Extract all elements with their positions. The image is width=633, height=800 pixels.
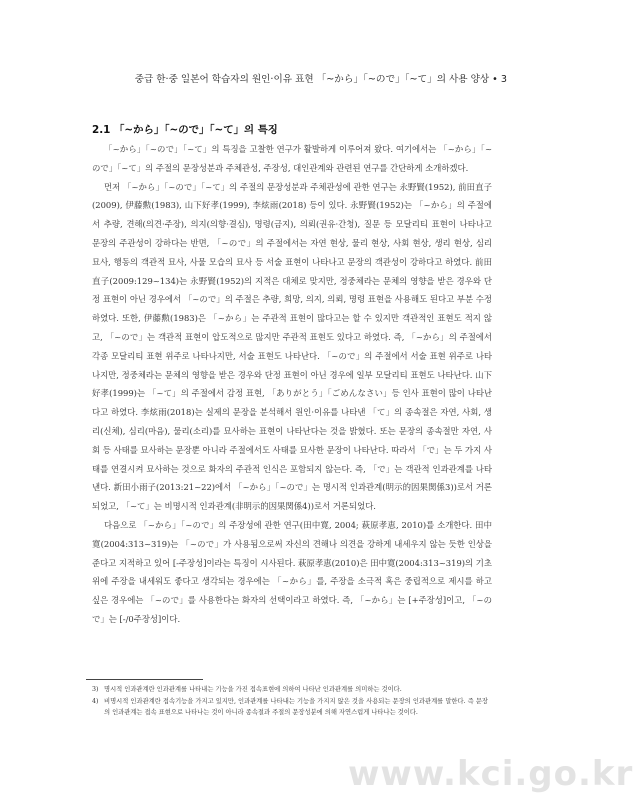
footnote-number: 4) xyxy=(92,697,99,705)
body-text xyxy=(92,140,492,629)
footnote-4 xyxy=(92,696,488,719)
paragraph-main: 먼저 「~から」「~ので」「~て」의 주절의 문장성분과 주체관성에 관한 연구는 永野賢(1952), 前田直子(2009), 伊藤勲(1983), 山下好孝(1999), 李炫雨(2018) 등이 있다. 永野賢(1952)는 「~から」의 주절에서 추량, 견해(의견·주장), 의지(의향·결심), 명령(금지), 의뢰(권유·간청), 질문 등 모달리티 표현이 나타나고 문장의 주관성이 강하다는 반면, 「~ので」의 주절에서는 자연 현상, 물리 현상, 사회 현상, 생리 현상, 심리 묘사, 행동의 객관적 묘사, 사물 모습의 묘사 등 서술 표현이 나타나고 문장의 객관성이 강하다고 하였다. 前田直子(2009:129~134)는 永野賢(1952)의 지적은 대체로 맞지만, 정중체라는 문체의 영향을 받은 경우와 단정 표현이 아닌 경우에서 「~ので」의 주절은 추량, 희망, 의지, 의뢰, 명령 표현을 사용해도 된다고 부분 수정하였다. 또한, 伊藤勲(1983)은 「~から」는 주관적 표현이 많다고는 할 수 있지만 객관적인 표현도 적지 않고, 「~ので」는 객관적 표현이 압도적으로 많지만 주관적 표현도 있다고 하였다. 즉, 「~から」의 주절에서 각종 모달리티 표현 위주로 나타나지만, 서술 표현도 나타난다. 「~ので」의 주절에서 서술 표현 위주로 나타나지만, 정중체라는 문체의 영향을 받은 경우와 단정 표현이 아닌 경우에 일부 모달리티 표현도 나타난다. 山下好孝(1999)는 「~て」의 주절에서 감정 표현, 「ありがとう」「ごめんなさい」등 인사 표현이 많이 나타난다고 하였다. 李炫雨(2018)는 실제의 문장을 분석해서 원인·이유를 나타낸 「て」의 종속절은 자연, 사회, 생리(신체), 심리(마음), 물리(소리)를 묘사하는 표현이 나타난다는 것을 밝혔다. 또는 문장의 종속절만 자연, 사회 등 사태를 묘사하는 문장뿐 아니라 주절에서도 사태를 묘사한 문장이 나타난다. 따라서 「で」는 두 가지 사태를 연결시켜 묘사하는 것으로 화자의 주관적 인식은 포함되지 않는다. 즉, 「で」는 객관적 인과관계를 나타낸다. 新田小雨子(2013:21~22)에서 「~から」「~ので」는 명시적 인과관계(明示的因果関係3))로서 거론되었고, 「~て」는 비명시적 인과관계(非明示的因果関係4))로서 거론되었다. xyxy=(92,181,492,512)
watermark: www.kci.go.kr xyxy=(348,754,633,794)
paragraph-intro: 「~から」「~ので」「~て」의 특징을 고찰한 연구가 활발하게 이루어져 왔다. 여기에서는 「~から」「~ので」「~て」의 주절의 문장성분과 주체관성, 주장성, 대인관계와 관련된 연구를 간단하게 소개하겠다. xyxy=(92,144,492,173)
footnote-3 xyxy=(92,684,488,696)
paragraph-assertion: 다음으로 「~から」「~ので」의 주장성에 관한 연구(田中寛, 2004; 萩原孝恵, 2010)를 소개한다. 田中寛(2004:313~319)는 「~ので」가 사용됨으로써 자신의 견해나 의견을 강하게 내세우지 않는 듯한 인상을 준다고 지적하고 있어 [-주장성]이라는 특징이 시사된다. 萩原孝恵(2010)은 田中寛(2004:313~319)의 기초 위에 주장을 내세워도 좋다고 생각되는 경우에는 「~から」를, 주장을 소극적 혹은 중립적으로 제시를 하고 싶은 경우에는 「~ので」를 사용한다는 화자의 선택이라고 하였다. 즉, 「~から」는 [+주장성]이고, 「~ので」는 [-/0주장성]이다. xyxy=(92,519,492,624)
footnote-number: 3) xyxy=(92,686,99,693)
footnotes xyxy=(92,684,488,719)
footnote-text: 비명시적 인과관계란 접속기능을 가지고 있지만, 인과관계를 나타내는 기능을 가지지 않은 것을 사용되는 문장의 인과관계를 말한다. 즉 문장의 인과관계는 접속 표현으로 나타나는 것이 아니라 종속절과 주절의 문장성분에 의해 자연스럽게 나타나는 것이다. xyxy=(104,697,488,716)
section-title: 2.1 「~から」「~ので」「~て」의 특징 xyxy=(92,124,278,136)
footnote-text: 명시적 인과관계란 인과관계를 나타내는 기능을 가진 접속표현에 의하여 나타난 인과관계를 의미하는 것이다. xyxy=(104,686,402,693)
footnote-divider xyxy=(86,679,203,680)
running-head: 중급 한·중 일본어 학습자의 원인·이유 표현 「~から」「~ので」「~て」의 사용 양상 • 3 xyxy=(134,74,507,85)
